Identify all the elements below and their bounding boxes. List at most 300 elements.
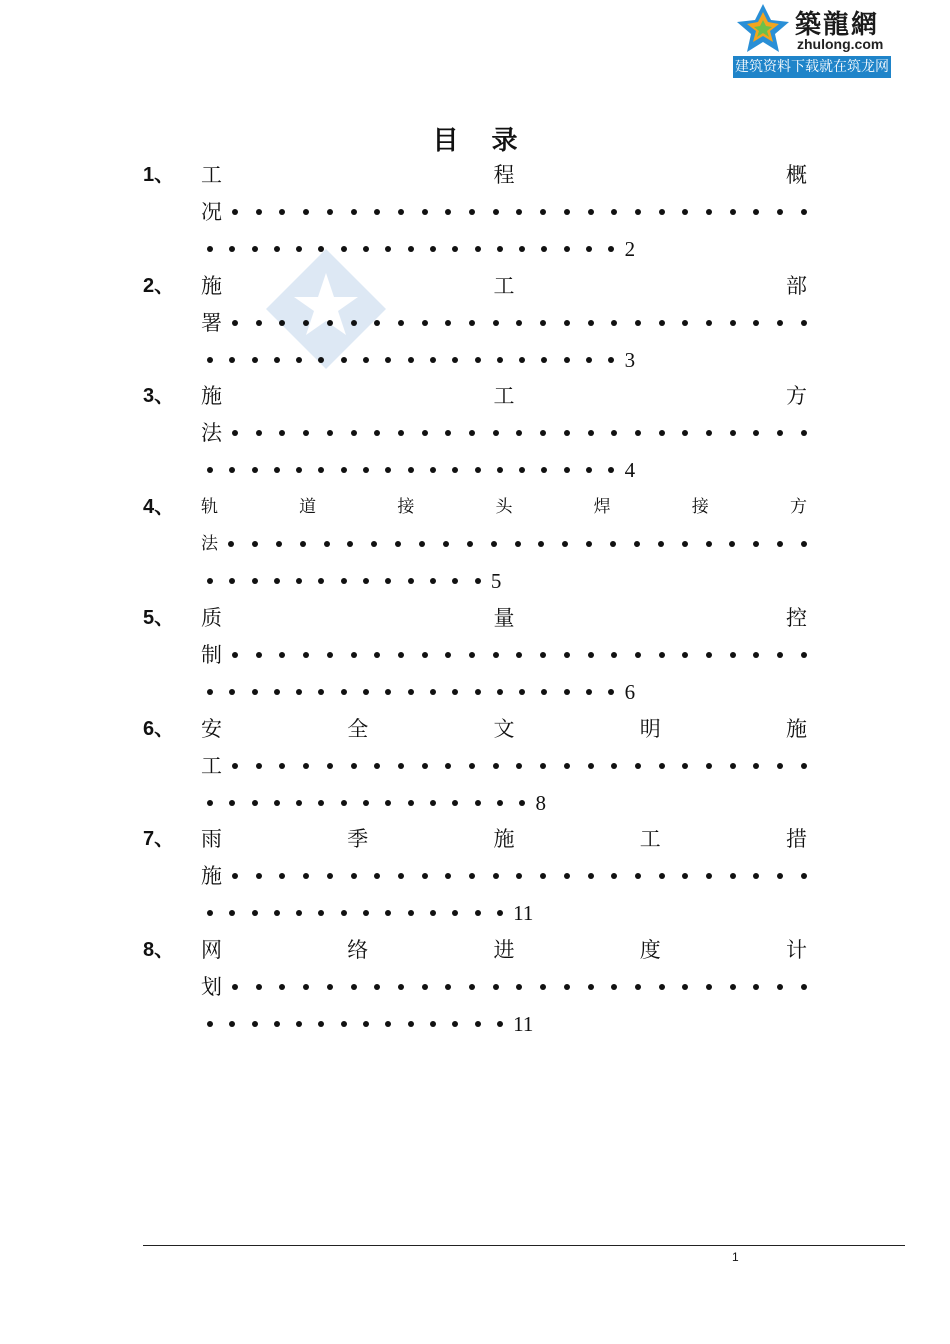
leader-dot bbox=[801, 652, 807, 658]
leader-dot bbox=[497, 467, 503, 473]
toc-title-char: 概 bbox=[786, 163, 807, 187]
leader-dot bbox=[256, 209, 262, 215]
leader-dot bbox=[351, 320, 357, 326]
leader-dot bbox=[408, 910, 414, 916]
leader-dot bbox=[327, 984, 333, 990]
leader-dot bbox=[452, 1021, 458, 1027]
leader-dot bbox=[296, 357, 302, 363]
leader-dot bbox=[274, 246, 280, 252]
leader-dot bbox=[279, 984, 285, 990]
leader-dot bbox=[385, 246, 391, 252]
leader-dot bbox=[347, 541, 353, 547]
leader-dot bbox=[363, 467, 369, 473]
toc-entry-page-number: 5 bbox=[490, 569, 502, 594]
leader-dot bbox=[659, 652, 665, 658]
toc-entry-title-spread bbox=[201, 494, 807, 520]
toc-title-char: 头 bbox=[495, 497, 513, 518]
toc-title-char: 接 bbox=[397, 497, 415, 518]
toc-entry-number: 3、 bbox=[143, 385, 175, 408]
leader-dot bbox=[207, 357, 213, 363]
leader-dot bbox=[408, 1021, 414, 1027]
leader-dot bbox=[493, 652, 499, 658]
leader-dot bbox=[207, 467, 213, 473]
leader-dot bbox=[452, 689, 458, 695]
toc-entry[interactable] bbox=[0, 716, 950, 828]
toc-entry-leader-line bbox=[201, 974, 807, 1000]
leader-dot bbox=[586, 467, 592, 473]
toc-entry-page-number: 3 bbox=[624, 347, 636, 372]
leader-dot bbox=[430, 467, 436, 473]
leader-dot bbox=[252, 246, 258, 252]
zhulong-logo bbox=[733, 0, 891, 80]
leader-dot bbox=[608, 357, 614, 363]
leader-dot bbox=[363, 910, 369, 916]
leader-dot bbox=[443, 541, 449, 547]
leader-dot bbox=[327, 652, 333, 658]
leader-dot bbox=[682, 209, 688, 215]
toc-title-char: 施 bbox=[493, 827, 515, 852]
toc-entry-page-line bbox=[207, 679, 635, 705]
leader-dot bbox=[303, 320, 309, 326]
leader-dot bbox=[706, 320, 712, 326]
leader-dot bbox=[730, 763, 736, 769]
leader-dot bbox=[475, 1021, 481, 1027]
leader-dot bbox=[256, 984, 262, 990]
leader-dot bbox=[303, 984, 309, 990]
leader-dot bbox=[207, 689, 213, 695]
leader-dot bbox=[296, 578, 302, 584]
leader-dot bbox=[371, 541, 377, 547]
toc-entry-title-spread bbox=[201, 162, 807, 188]
leader-dot bbox=[469, 984, 475, 990]
leader-dot bbox=[519, 467, 525, 473]
leader-dot bbox=[232, 873, 238, 879]
leader-dot bbox=[475, 689, 481, 695]
leader-dot bbox=[564, 430, 570, 436]
toc-entry-page-number: 8 bbox=[535, 790, 546, 815]
toc-entry-number: 5、 bbox=[143, 606, 175, 629]
toc-entry-leader-line bbox=[201, 310, 807, 336]
leader-dot bbox=[229, 357, 235, 363]
leader-dot bbox=[586, 246, 592, 252]
leader-dot bbox=[318, 578, 324, 584]
leader-dot bbox=[611, 652, 617, 658]
toc-title-char: 施 bbox=[786, 716, 807, 741]
toc-title-last-char: 划 bbox=[201, 974, 222, 999]
leader-dot bbox=[363, 578, 369, 584]
leader-dot bbox=[207, 578, 213, 584]
toc-entry[interactable] bbox=[0, 605, 950, 717]
leader-dot bbox=[274, 357, 280, 363]
leader-dot bbox=[408, 246, 414, 252]
leader-dot bbox=[706, 984, 712, 990]
leader-dot bbox=[469, 209, 475, 215]
leader-dot bbox=[519, 246, 525, 252]
leader-dot bbox=[469, 763, 475, 769]
leader-dot bbox=[516, 763, 522, 769]
leader-dot bbox=[541, 246, 547, 252]
toc-title-char: 明 bbox=[639, 716, 661, 741]
leader-dot bbox=[408, 689, 414, 695]
leader-dot bbox=[682, 652, 688, 658]
toc-entry-page-line bbox=[207, 457, 635, 483]
toc-entry-leader-line bbox=[201, 863, 807, 889]
leader-dot bbox=[801, 984, 807, 990]
leader-dot bbox=[341, 800, 347, 806]
leader-dot bbox=[318, 467, 324, 473]
toc-entry-number: 6、 bbox=[143, 717, 175, 740]
dot-leader bbox=[232, 430, 807, 436]
leader-dot bbox=[516, 984, 522, 990]
toc-entry-title-spread bbox=[201, 273, 807, 299]
leader-dot bbox=[611, 320, 617, 326]
leader-dot bbox=[341, 689, 347, 695]
leader-dot bbox=[252, 910, 258, 916]
toc-title-last-char: 法 bbox=[201, 534, 218, 555]
leader-dot bbox=[659, 984, 665, 990]
leader-dot bbox=[296, 689, 302, 695]
toc-title-char: 程 bbox=[493, 163, 515, 187]
leader-dot bbox=[374, 430, 380, 436]
leader-dot bbox=[516, 652, 522, 658]
leader-dot bbox=[300, 541, 306, 547]
toc-title-last-char: 法 bbox=[201, 421, 222, 446]
toc-entry-page-line bbox=[207, 236, 635, 262]
leader-dot bbox=[588, 652, 594, 658]
toc-entry-page-number: 11 bbox=[513, 1011, 534, 1036]
leader-dot bbox=[318, 800, 324, 806]
toc-title-char: 轨 bbox=[201, 497, 218, 518]
toc-title-last-char: 署 bbox=[201, 310, 222, 335]
toc-title-char: 部 bbox=[786, 273, 807, 298]
leader-dot bbox=[753, 873, 759, 879]
leader-dot bbox=[398, 873, 404, 879]
toc-entry-page-line bbox=[207, 900, 533, 926]
leader-dot bbox=[422, 430, 428, 436]
leader-dot bbox=[706, 873, 712, 879]
leader-dot bbox=[445, 873, 451, 879]
leader-dot bbox=[274, 578, 280, 584]
leader-dot bbox=[475, 467, 481, 473]
leader-dot bbox=[351, 763, 357, 769]
toc-title-char: 方 bbox=[789, 497, 807, 518]
leader-dot bbox=[232, 984, 238, 990]
leader-dot bbox=[753, 209, 759, 215]
leader-dot bbox=[341, 467, 347, 473]
leader-dot bbox=[385, 1021, 391, 1027]
leader-dot bbox=[540, 984, 546, 990]
leader-dot bbox=[588, 320, 594, 326]
leader-dot bbox=[588, 430, 594, 436]
leader-dot bbox=[753, 984, 759, 990]
leader-dot bbox=[452, 800, 458, 806]
leader-dot bbox=[635, 873, 641, 879]
leader-dot bbox=[430, 578, 436, 584]
leader-dot bbox=[469, 873, 475, 879]
leader-dot bbox=[564, 689, 570, 695]
leader-dot bbox=[452, 578, 458, 584]
leader-dot bbox=[430, 800, 436, 806]
leader-dot bbox=[385, 357, 391, 363]
leader-dot bbox=[341, 1021, 347, 1027]
toc-title-char: 度 bbox=[639, 937, 661, 962]
leader-dot bbox=[493, 320, 499, 326]
leader-dot bbox=[586, 689, 592, 695]
leader-dot bbox=[422, 209, 428, 215]
leader-dot bbox=[493, 984, 499, 990]
leader-dot bbox=[519, 689, 525, 695]
leader-dot bbox=[408, 800, 414, 806]
toc-title-char: 工 bbox=[201, 163, 222, 187]
leader-dot bbox=[327, 320, 333, 326]
leader-dot bbox=[706, 430, 712, 436]
leader-dot bbox=[541, 689, 547, 695]
leader-dot bbox=[608, 467, 614, 473]
leader-dot bbox=[562, 541, 568, 547]
leader-dot bbox=[706, 209, 712, 215]
leader-dot bbox=[564, 246, 570, 252]
leader-dot bbox=[540, 320, 546, 326]
leader-dot bbox=[730, 652, 736, 658]
leader-dot bbox=[207, 910, 213, 916]
leader-dot bbox=[232, 763, 238, 769]
leader-dot bbox=[395, 541, 401, 547]
toc-entry-page-line bbox=[207, 568, 501, 594]
leader-dot bbox=[445, 984, 451, 990]
leader-dot bbox=[279, 873, 285, 879]
leader-dot bbox=[276, 541, 282, 547]
leader-dot bbox=[493, 763, 499, 769]
leader-dot bbox=[564, 652, 570, 658]
leader-dot bbox=[327, 873, 333, 879]
leader-dot bbox=[232, 209, 238, 215]
leader-dot bbox=[430, 357, 436, 363]
toc-entry-leader-line bbox=[201, 753, 807, 779]
leader-dot bbox=[588, 984, 594, 990]
leader-dot bbox=[318, 246, 324, 252]
leader-dot bbox=[497, 357, 503, 363]
leader-dot bbox=[611, 763, 617, 769]
toc-entry[interactable] bbox=[0, 162, 950, 274]
leader-dot bbox=[608, 246, 614, 252]
leader-dot bbox=[541, 467, 547, 473]
leader-dot bbox=[398, 984, 404, 990]
toc-entry-number: 1、 bbox=[143, 164, 175, 186]
toc-title-char: 文 bbox=[493, 716, 515, 741]
leader-dot bbox=[659, 320, 665, 326]
leader-dot bbox=[730, 984, 736, 990]
toc-entry-page-number: 11 bbox=[513, 901, 534, 926]
leader-dot bbox=[467, 541, 473, 547]
leader-dot bbox=[475, 357, 481, 363]
leader-dot bbox=[801, 320, 807, 326]
leader-dot bbox=[491, 541, 497, 547]
leader-dot bbox=[516, 430, 522, 436]
toc-entry-page-number: 6 bbox=[624, 679, 636, 704]
toc-title-char: 接 bbox=[691, 497, 709, 518]
leader-dot bbox=[777, 541, 783, 547]
leader-dot bbox=[398, 320, 404, 326]
leader-dot bbox=[363, 800, 369, 806]
leader-dot bbox=[493, 873, 499, 879]
leader-dot bbox=[229, 800, 235, 806]
leader-dot bbox=[324, 541, 330, 547]
leader-dot bbox=[634, 541, 640, 547]
leader-dot bbox=[608, 689, 614, 695]
leader-dot bbox=[256, 430, 262, 436]
dot-leader bbox=[232, 763, 807, 769]
leader-dot bbox=[469, 430, 475, 436]
toc-entry[interactable] bbox=[0, 273, 950, 385]
leader-dot bbox=[398, 209, 404, 215]
leader-dot bbox=[398, 763, 404, 769]
leader-dot bbox=[611, 430, 617, 436]
toc-title-last-char: 制 bbox=[201, 642, 222, 667]
leader-dot bbox=[777, 320, 783, 326]
leader-dot bbox=[801, 430, 807, 436]
leader-dot bbox=[419, 541, 425, 547]
leader-dot bbox=[318, 357, 324, 363]
leader-dot bbox=[777, 652, 783, 658]
leader-dot bbox=[469, 320, 475, 326]
leader-dot bbox=[398, 652, 404, 658]
leader-dot bbox=[801, 763, 807, 769]
leader-dot bbox=[374, 984, 380, 990]
logo-tagline: 建筑资料下载就在筑龙网 bbox=[733, 56, 891, 78]
leader-dot bbox=[564, 357, 570, 363]
leader-dot bbox=[398, 430, 404, 436]
leader-dot bbox=[296, 800, 302, 806]
leader-dot bbox=[430, 689, 436, 695]
leader-dot bbox=[516, 873, 522, 879]
leader-dot bbox=[341, 246, 347, 252]
toc-title-char: 雨 bbox=[201, 827, 222, 852]
leader-dot bbox=[274, 800, 280, 806]
toc-title-char: 措 bbox=[786, 827, 807, 852]
leader-dot bbox=[659, 430, 665, 436]
toc-entry[interactable] bbox=[0, 937, 950, 1049]
leader-dot bbox=[540, 430, 546, 436]
leader-dot bbox=[252, 467, 258, 473]
toc-entry[interactable] bbox=[0, 494, 950, 606]
leader-dot bbox=[445, 430, 451, 436]
toc-title-char: 量 bbox=[493, 605, 515, 630]
leader-dot bbox=[279, 430, 285, 436]
toc-entry[interactable] bbox=[0, 826, 950, 938]
leader-dot bbox=[610, 541, 616, 547]
leader-dot bbox=[730, 320, 736, 326]
leader-dot bbox=[229, 910, 235, 916]
leader-dot bbox=[327, 209, 333, 215]
toc-title-char: 道 bbox=[299, 497, 317, 518]
page-number: 1 bbox=[732, 1250, 739, 1264]
toc-title-char: 络 bbox=[347, 937, 369, 962]
leader-dot bbox=[519, 357, 525, 363]
toc-entry-page-number: 2 bbox=[624, 237, 636, 261]
toc-title: 目 录 bbox=[432, 126, 530, 156]
toc-title-char: 网 bbox=[201, 937, 222, 962]
leader-dot bbox=[753, 541, 759, 547]
leader-dot bbox=[730, 209, 736, 215]
leader-dot bbox=[445, 763, 451, 769]
leader-dot bbox=[659, 763, 665, 769]
leader-dot bbox=[374, 873, 380, 879]
leader-dot bbox=[279, 652, 285, 658]
leader-dot bbox=[252, 541, 258, 547]
leader-dot bbox=[327, 763, 333, 769]
leader-dot bbox=[252, 357, 258, 363]
toc-entry-number: 4、 bbox=[143, 496, 175, 519]
toc-entry[interactable] bbox=[0, 383, 950, 495]
leader-dot bbox=[519, 800, 525, 806]
leader-dot bbox=[256, 652, 262, 658]
toc-entry-page-line bbox=[207, 1011, 533, 1037]
dot-leader bbox=[232, 873, 807, 879]
leader-dot bbox=[564, 320, 570, 326]
leader-dot bbox=[540, 873, 546, 879]
toc-title-char: 安 bbox=[201, 716, 222, 741]
leader-dot bbox=[635, 430, 641, 436]
toc-entry-number: 8、 bbox=[143, 938, 175, 961]
toc-title-char: 进 bbox=[493, 937, 515, 962]
leader-dot bbox=[540, 652, 546, 658]
leader-dot bbox=[475, 910, 481, 916]
toc-title-char: 季 bbox=[347, 827, 369, 852]
toc-entry-title-spread bbox=[201, 383, 807, 409]
leader-dot bbox=[303, 430, 309, 436]
toc-entry-leader-line bbox=[201, 199, 807, 225]
toc-entry-title-spread bbox=[201, 605, 807, 631]
leader-dot bbox=[351, 652, 357, 658]
leader-dot bbox=[730, 430, 736, 436]
leader-dot bbox=[753, 320, 759, 326]
toc-title-char: 焊 bbox=[593, 497, 611, 518]
leader-dot bbox=[422, 652, 428, 658]
leader-dot bbox=[586, 357, 592, 363]
leader-dot bbox=[318, 1021, 324, 1027]
leader-dot bbox=[341, 910, 347, 916]
leader-dot bbox=[516, 209, 522, 215]
leader-dot bbox=[497, 910, 503, 916]
leader-dot bbox=[801, 541, 807, 547]
dot-leader bbox=[232, 652, 807, 658]
leader-dot bbox=[296, 246, 302, 252]
toc-entry-leader-line bbox=[201, 531, 807, 557]
leader-dot bbox=[207, 800, 213, 806]
leader-dot bbox=[564, 984, 570, 990]
leader-dot bbox=[682, 430, 688, 436]
leader-dot bbox=[497, 800, 503, 806]
leader-dot bbox=[385, 910, 391, 916]
leader-dot bbox=[635, 984, 641, 990]
leader-dot bbox=[801, 209, 807, 215]
leader-dot bbox=[635, 320, 641, 326]
leader-dot bbox=[475, 800, 481, 806]
leader-dot bbox=[452, 357, 458, 363]
leader-dot bbox=[801, 873, 807, 879]
leader-dot bbox=[374, 320, 380, 326]
leader-dot bbox=[363, 246, 369, 252]
leader-dot bbox=[303, 763, 309, 769]
leader-dot bbox=[588, 209, 594, 215]
leader-dot bbox=[279, 763, 285, 769]
leader-dot bbox=[588, 763, 594, 769]
leader-dot bbox=[452, 910, 458, 916]
leader-dot bbox=[753, 652, 759, 658]
leader-dot bbox=[318, 689, 324, 695]
leader-dot bbox=[588, 873, 594, 879]
leader-dot bbox=[497, 246, 503, 252]
